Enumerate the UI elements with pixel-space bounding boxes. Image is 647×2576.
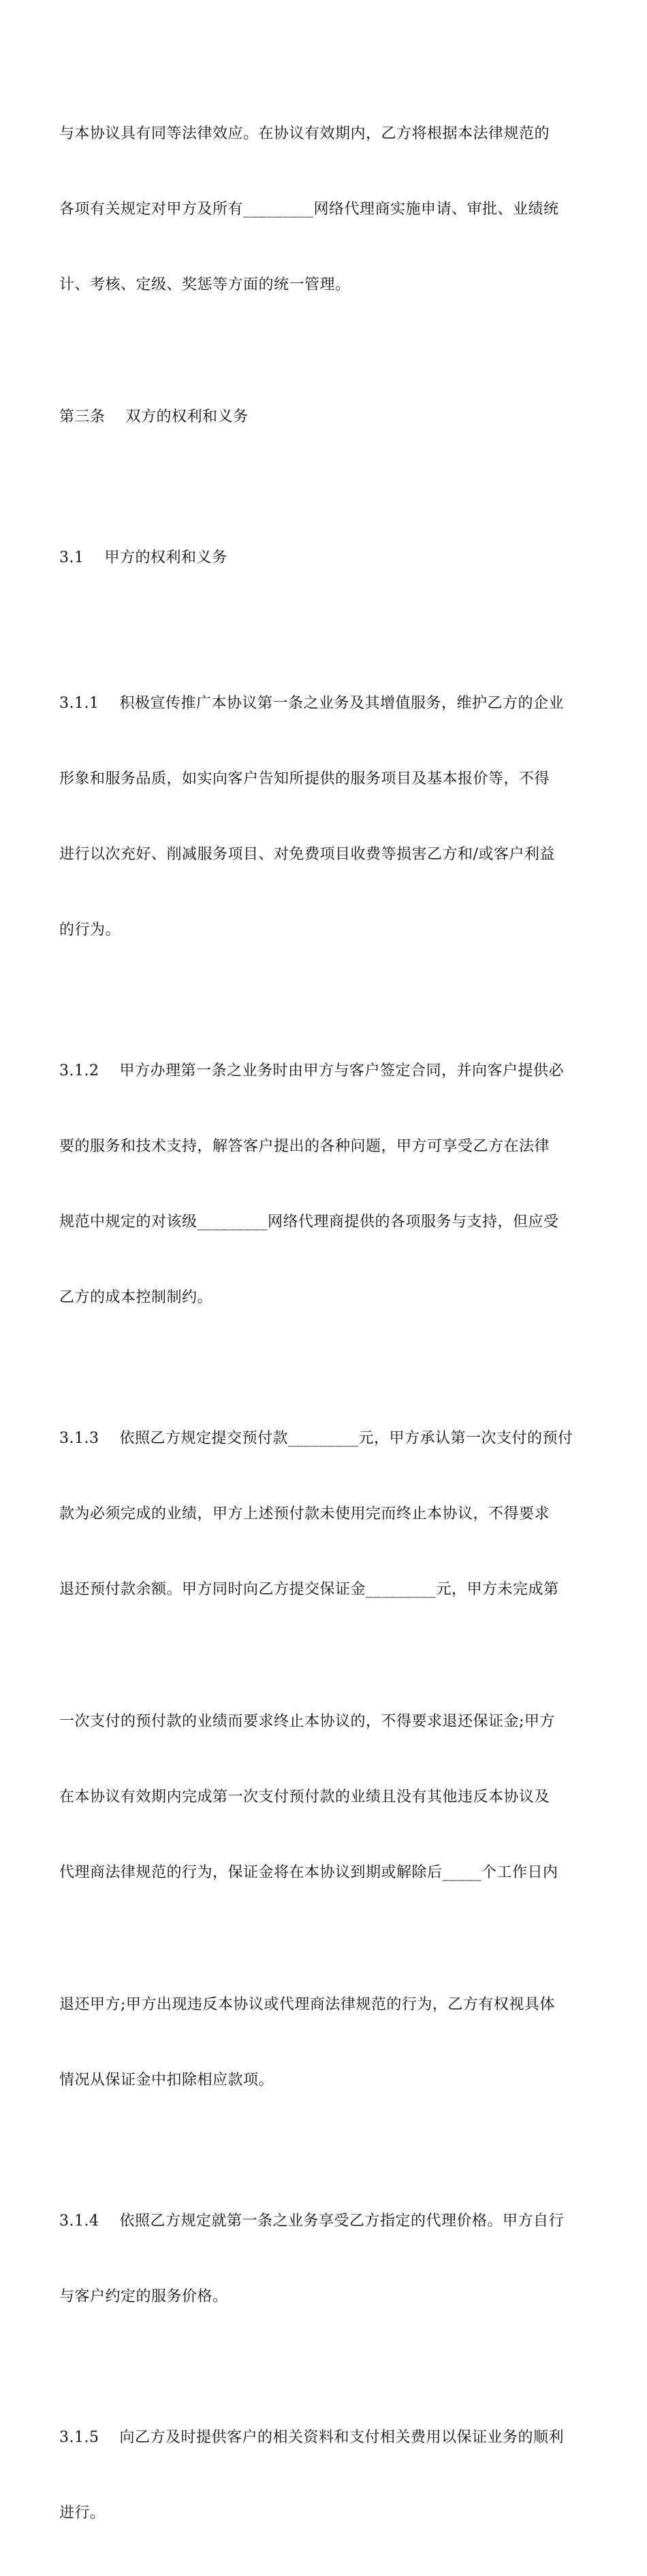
clause-3-1-1	[59, 640, 590, 993]
text-line: 乙方的成本控制制约。	[59, 1289, 213, 1306]
text-line: 代理商法律规范的行为，保证金将在本协议到期或解除后_____个工作日内	[59, 1864, 558, 1881]
clause-3-1-5	[59, 2375, 590, 2576]
text-line: 3.1.4 依照乙方规定就第一条之业务享受乙方指定的代理价格。甲方自行	[59, 2213, 564, 2230]
text-line: 要的服务和技术支持，解答客户提出的各种问题，甲方可享受乙方在法律	[59, 1138, 550, 1155]
text-line: 3.1.1 积极宣传推广本协议第一条之业务及其增值服务，维护乙方的企业	[59, 695, 564, 712]
clause-3-1-3	[59, 1375, 590, 1652]
text-line: 各项有关规定对甲方及所有_________网络代理商实施申请、审批、业绩统	[59, 201, 559, 218]
document-page	[59, 71, 590, 2576]
article-3-heading	[59, 354, 590, 480]
text-line: 一次支付的预付款的业绩而要求终止本协议的，不得要求退还保证金;甲方	[59, 1713, 555, 1730]
section-3-1-heading	[59, 495, 590, 621]
text-line: 款为必须完成的业绩，甲方上述预付款未使用完而终止本协议，不得要求	[59, 1505, 550, 1522]
text-line: 进行以次充好、削减服务项目、对免费项目收费等损害乙方和/或客户利益	[59, 846, 555, 863]
clause-3-1-4	[59, 2158, 590, 2360]
paragraph-management-clause	[59, 71, 590, 348]
text-line: 退还甲方;甲方出现违反本协议或代理商法律规范的行为，乙方有权视具体	[59, 1996, 555, 2013]
text-line: 第三条 双方的权利和义务	[59, 408, 249, 425]
text-line: 形象和服务品质，如实向客户告知所提供的服务项目及基本报价等，不得	[59, 770, 550, 787]
text-line: 3.1 甲方的权利和义务	[59, 549, 227, 566]
clause-3-1-3-continued	[59, 1659, 590, 1936]
text-line: 规范中规定的对该级_________网络代理商提供的各项服务与支持，但应受	[59, 1213, 559, 1230]
text-line: 在本协议有效期内完成第一次支付预付款的业绩且没有其他违反本协议及	[59, 1789, 550, 1806]
text-line: 3.1.5 向乙方及时提供客户的相关资料和支付相关费用以保证业务的顺利	[59, 2429, 564, 2446]
text-line: 的行为。	[59, 922, 121, 939]
text-line: 情况从保证金中扣除相应款项。	[59, 2072, 274, 2089]
text-line: 与本协议具有同等法律效应。在协议有效期内，乙方将根据本法律规范的	[59, 125, 550, 142]
text-line: 退还预付款余额。甲方同时向乙方提交保证金_________元，甲方未完成第	[59, 1581, 559, 1598]
text-line: 3.1.3 依照乙方规定提交预付款_________元，甲方承认第一次支付的预付	[59, 1430, 573, 1447]
text-line: 与客户约定的服务价格。	[59, 2288, 228, 2305]
clause-3-1-3-end	[59, 1942, 590, 2143]
text-line: 3.1.2 甲方办理第一条之业务时由甲方与客户签定合同，并向客户提供必	[59, 1062, 564, 1079]
text-line: 计、考核、定级、奖惩等方面的统一管理。	[59, 276, 351, 293]
text-line: 进行。	[59, 2505, 106, 2522]
clause-3-1-2	[59, 1008, 590, 1360]
